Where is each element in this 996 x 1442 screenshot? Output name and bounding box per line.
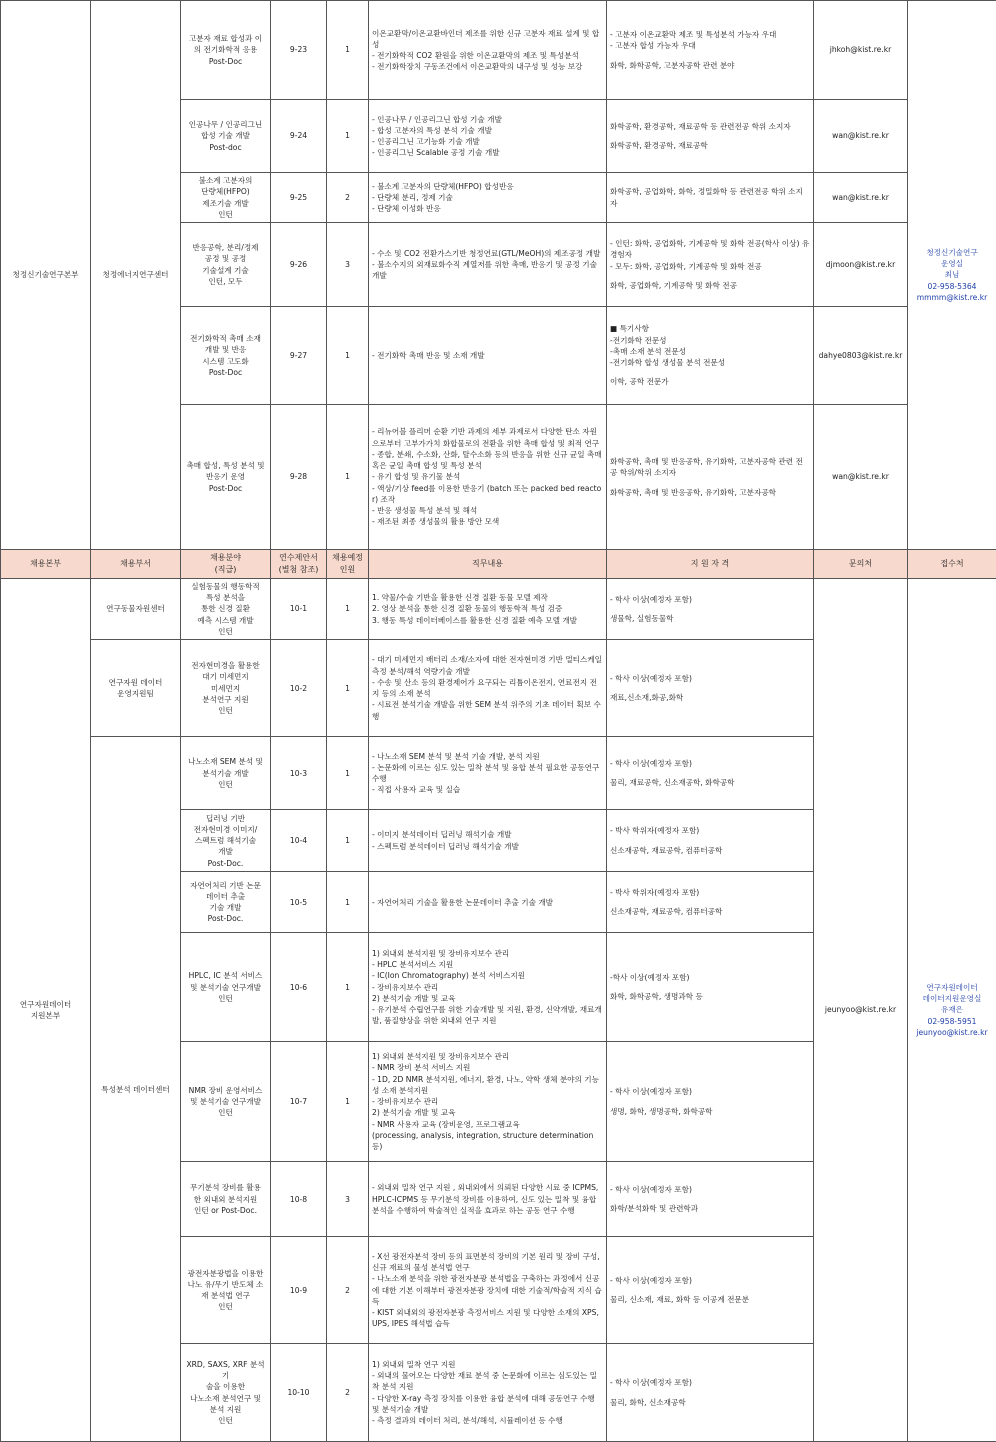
qualifications: 화학공학, 촉매 및 반응공학, 유기화학, 고분자공학 관련 전공 학위/학위 소지자 화학공학, 촉매 및 반응공학, 유기화학, 고분자공학	[607, 405, 814, 550]
inquiry-email[interactable]: dahye0803@kist.re.kr	[814, 307, 908, 405]
position-code: 9-27	[271, 307, 327, 405]
inquiry-email[interactable]: jeunyoo@kist.re.kr	[814, 579, 908, 1442]
position-title: 전자현미경을 활용한 대기 미세먼지 미세먼지 분석연구 지원 인턴	[181, 640, 271, 737]
headcount: 1	[327, 872, 369, 933]
header-duties: 직무내용	[369, 550, 607, 579]
position-code: 9-24	[271, 100, 327, 173]
headcount: 1	[327, 405, 369, 550]
job-duties: 1) 외내외 분석지원 및 장비유지보수 관리 - NMR 장비 분석 서비스 지원 - 1D, 2D NMR 분석지원, 에너지, 환경, 나노, 약학 생체 분야의 기능성 소재 분석지원 - 장비유지보수 관리 2) 분석기술 개발 및 교육 - NMR 사용자 교육 (장비운영, 프로그램교육 (processing, analysis, integration, structure determination 등)	[369, 1042, 607, 1162]
position-title: NMR 장비 운영서비스 및 분석기술 연구개발 인턴	[181, 1042, 271, 1162]
inquiry-email[interactable]: wan@kist.re.kr	[814, 173, 908, 223]
headcount: 2	[327, 1237, 369, 1344]
job-duties: 1) 외내외 밀착 연구 지원 - 외내의 물어오는 다양한 재료 분석 중 논문화에 이르는 심도있는 밀착 분석 지원 - 다양한 X-ray 측정 장치를 이용한 융합 분석에 대해 공동연구 수행 및 분석기술 개발 - 측정 결과의 데이터 처리, 분석/해석, 시뮬레이션 등 수행	[369, 1344, 607, 1442]
headcount: 1	[327, 933, 369, 1042]
position-code: 9-25	[271, 173, 327, 223]
header-team: 채용부서	[91, 550, 181, 579]
headcount: 3	[327, 223, 369, 307]
department-cell: 연구자원데이터 지원본부	[1, 579, 91, 1442]
header-headcount	[327, 550, 369, 579]
position-code: 10-6	[271, 933, 327, 1042]
qualifications: - 학사 이상(예정자 포함) 재료,신소재,화공,화학	[607, 640, 814, 737]
job-duties: 1) 외내외 분석지원 및 장비유지보수 관리 - HPLC 분석서비스 지원 - IC(Ion Chromatography) 분석 서비스지원 - 장비유지보수 관리 2) 분석기술 개발 및 교육 - 유기분석 수립연구를 위한 기술개발 및 지원, 환경, 신약개발, 재료개발, 품질향상을 위한 외내외 연구 지원	[369, 933, 607, 1042]
qualifications: - 고분자 이온교환막 제조 및 특성분석 가능자 우대 - 고분자 합성 가능자 우대 화학, 화학공학, 고분자공학 관련 분야	[607, 1, 814, 100]
headcount: 2	[327, 173, 369, 223]
position-code: 10-5	[271, 872, 327, 933]
table-header-row	[1, 550, 996, 579]
qualifications: -학사 이상(예정자 포함) 화학, 화학공학, 생명과학 등	[607, 933, 814, 1042]
header-text: 채용예정	[332, 553, 363, 563]
header-position	[181, 550, 271, 579]
position-title: 불소계 고분자의 단량체(HFPO) 제조기술 개발 인턴	[181, 173, 271, 223]
headcount: 1	[327, 810, 369, 872]
position-code: 10-2	[271, 640, 327, 737]
qualifications: - 박사 학위자(예정자 포함) 신소재공학, 재료공학, 컴퓨터공학	[607, 872, 814, 933]
reception-contact: 청정신기술연구 운영실 최님 02-958-5364 mmmm@kist.re.kr	[908, 1, 996, 550]
header-reception: 접수처	[908, 550, 996, 579]
header-text: 연수제안서	[279, 553, 318, 563]
department-cell: 청정신기술연구본부	[1, 1, 91, 550]
job-duties: - 대기 미세먼지 배터리 소재/소자에 대한 전자현미경 기반 멀티스케일 측정 분석/해석 역량기술 개발 - 수송 및 산소 등의 환경제어가 요구되는 리튬이온전지, 연료전지 전지 등의 소재 분석 - 시료전 분석기술 개발을 위한 SEM 분석 위주의 기초 데이터 획보 수행	[369, 640, 607, 737]
position-title: 자연어처리 기반 논문 데이터 추출 기술 개발 Post-Doc.	[181, 872, 271, 933]
reception-contact: 연구자원데이터 데이터지원운영실 유재은 02-958-5951 jeunyoo@kist.re.kr	[908, 579, 996, 1442]
position-code: 10-7	[271, 1042, 327, 1162]
position-title: 실험동물의 행동학적 특성 분석을 통한 신경 질환 예측 시스템 개발 인턴	[181, 579, 271, 640]
table-row	[1, 1, 996, 100]
headcount: 1	[327, 100, 369, 173]
headcount: 1	[327, 1, 369, 100]
headcount: 1	[327, 307, 369, 405]
position-title: 전기화학적 촉매 소재 개발 및 반응 시스템 고도화 Post-Doc	[181, 307, 271, 405]
header-department: 채용본부	[1, 550, 91, 579]
position-code: 10-10	[271, 1344, 327, 1442]
center-cell: 연구자원 데이터 운영지원팀	[91, 640, 181, 737]
position-title: 무기분석 장비를 활용 한 외내외 분석지원 인턴 or Post-Doc.	[181, 1162, 271, 1237]
job-duties: - 전기화학 촉매 반응 및 소재 개발	[369, 307, 607, 405]
center-cell: 연구동물자원센터	[91, 579, 181, 640]
headcount: 1	[327, 1042, 369, 1162]
qualifications: - 학사 이상(예정자 포함) 생명, 화학, 생명공학, 화학공학	[607, 1042, 814, 1162]
qualifications: 화학공학, 환경공학, 재료공학 등 관련전공 학위 소지자 화학공학, 환경공학, 재료공학	[607, 100, 814, 173]
headcount: 1	[327, 640, 369, 737]
headcount: 2	[327, 1344, 369, 1442]
qualifications: ■ 특기사항 -전기화학 전문성 -촉매 소재 분석 전문성 -전기화학 합성 생성물 분석 전문성 이학, 공학 전문가	[607, 307, 814, 405]
position-title: 촉매 합성, 특성 분석 및 반응기 운영 Post-Doc	[181, 405, 271, 550]
job-duties: - 수소 및 CO2 전환가스기반 청정연료(GTL/MeOH)의 제조공정 개발 - 불소수지의 외재료화수직 계열저를 위한 촉매, 반응기 및 공정 기술 개발	[369, 223, 607, 307]
position-code: 10-4	[271, 810, 327, 872]
header-inquiry: 문의처	[814, 550, 908, 579]
header-text: (직급)	[214, 565, 237, 574]
table-row	[1, 579, 996, 640]
qualifications: - 학사 이상(예정자 포함) 물리, 화학, 신소재공학	[607, 1344, 814, 1442]
inquiry-email[interactable]: jhkoh@kist.re.kr	[814, 1, 908, 100]
qualifications: 화학공학, 공업화학, 화학, 정밀화학 등 관련전공 학위 소지자	[607, 173, 814, 223]
job-duties: - 리뉴어블 플리머 순환 기반 과제의 세부 과제로서 다양한 탄소 자원으로부터 고부가가치 화합물로의 전환을 위한 촉매 합성 및 최적 연구 - 종합, 분쇄, 수소화, 산화, 탈수소화 등의 반응을 위한 신규 균일 촉매 혹은 균일 촉매 합성 및 특성 분석 - 유기 합성 및 유기물 분석 - 액상/기상 feed를 이용한 반응기 (batch 또는 packed bed reactor) 조작 - 반응 생성물 특성 분석 및 해석 - 재조된 최종 생성물의 활용 방안 모색	[369, 405, 607, 550]
inquiry-email[interactable]: djmoon@kist.re.kr	[814, 223, 908, 307]
position-title: 나노소재 SEM 분석 및 분석기술 개발 인턴	[181, 737, 271, 810]
qualifications: - 학사 이상(예정자 포함) 생물학, 실험동물학	[607, 579, 814, 640]
job-duties: - 나노소재 SEM 분석 및 분석 기술 개발, 분석 지원 - 논문화에 이르는 심도 있는 밀착 분석 및 융합 분석 필요한 공동연구 수행 - 직접 사용자 교육 및 실습	[369, 737, 607, 810]
inquiry-email[interactable]: wan@kist.re.kr	[814, 405, 908, 550]
job-duties: 이온교환막/이온교환바인더 제조를 위한 신규 고분자 재료 설계 및 합성 - 전기화학적 CO2 환원을 위한 이온교환막의 제조 및 특성분석 - 전기화학장치 구동조건에서 이온교환막의 내구성 및 성능 보강	[369, 1, 607, 100]
headcount: 1	[327, 737, 369, 810]
header-text: 인원	[339, 565, 356, 574]
position-code: 10-8	[271, 1162, 327, 1237]
position-code: 10-9	[271, 1237, 327, 1344]
header-proposal	[271, 550, 327, 579]
qualifications: - 학사 이상(예정자 포함) 물리, 신소재, 재료, 화학 등 이공계 전문분	[607, 1237, 814, 1344]
job-duties: - 이미지 분석데이터 딥러닝 해석기술 개발 - 스펙트럼 분석데이터 딥러닝 해석기술 개발	[369, 810, 607, 872]
position-title: 딥러닝 기반 전자현미경 이미지/ 스펙트럼 해석기술 개발 Post-Doc.	[181, 810, 271, 872]
position-title: 광전자분광법을 이용한 나노 유/무기 반도체 소 재 분석법 연구 인턴	[181, 1237, 271, 1344]
job-duties: 1. 약물/수술 기반을 활용한 신경 질환 동물 모델 제작 2. 영상 분석을 통한 신경 질환 동물의 행동학적 특성 검증 3. 행동 특성 데이터베이스를 활용한 신경 질환 예측 모델 개발	[369, 579, 607, 640]
job-duties: - 자연어처리 기술을 활용한 논문데이터 추출 기술 개발	[369, 872, 607, 933]
position-title: 인공나무 / 인공리그닌 합성 기술 개발 Post-doc	[181, 100, 271, 173]
qualifications: - 학사 이상(예정자 포함) 물리, 재료공학, 신소재공학, 화학공학	[607, 737, 814, 810]
qualifications: - 박사 학위자(예정자 포함) 신소재공학, 재료공학, 컴퓨터공학	[607, 810, 814, 872]
position-code: 9-28	[271, 405, 327, 550]
qualifications: - 인턴: 화학, 공업화학, 기계공학 및 화학 전공(학사 이상) 유경험자 - 모두: 화학, 공업화학, 기계공학 및 화학 전공 화학, 공업화학, 기계공학 및 화학 전공	[607, 223, 814, 307]
qualifications: - 학사 이상(예정자 포함) 화학/분석화학 및 관련학과	[607, 1162, 814, 1237]
headcount: 1	[327, 579, 369, 640]
position-title: 반응공학, 분리/정제 공정 및 공정 기술설계 기술 인턴, 모두	[181, 223, 271, 307]
job-duties: - 불소계 고분자의 단량체(HFPO) 합성반응 - 단량체 분리, 정제 기술 - 단량체 이성화 반응	[369, 173, 607, 223]
position-code: 9-23	[271, 1, 327, 100]
position-code: 10-1	[271, 579, 327, 640]
job-duties: - 인공나무 / 인공리그닌 합성 기술 개발 - 합성 고분자의 특성 분석 기술 개발 - 인공리그닌 고기능화 기술 개발 - 인공리그닌 Scalable 공정 기술 개발	[369, 100, 607, 173]
position-code: 10-3	[271, 737, 327, 810]
position-code: 9-26	[271, 223, 327, 307]
header-text: (별첨 참조)	[278, 565, 319, 574]
position-title: XRD, SAXS, XRF 분석기 술을 이용한 나노소재 분석연구 및 분석 지원 인턴	[181, 1344, 271, 1442]
center-cell: 청정에너지연구센터	[91, 1, 181, 550]
position-title: 고분자 재료 합성과 이 의 전기화학적 응용 Post-Doc	[181, 1, 271, 100]
center-cell: 특성분석 데이터센터	[91, 737, 181, 1442]
header-qualifications: 지 원 자 격	[607, 550, 814, 579]
inquiry-email[interactable]: wan@kist.re.kr	[814, 100, 908, 173]
position-title: HPLC, IC 분석 서비스 및 분석기술 연구개발 인턴	[181, 933, 271, 1042]
header-text: 채용분야	[210, 553, 241, 563]
job-duties: - X선 광전자분석 장비 등의 표면분석 장비의 기본 원리 및 장비 구성, 신규 재료의 물성 분석법 연구 - 나노소재 분석을 위한 광전자분광 분석법을 구축하는 과정에서 신공에 대한 기본 이해부터 광전자분광 장치에 대한 기술적/학술적 지식 습득 - KIST 외내외의 광전자분광 측정서비스 지원 및 다양한 소재의 XPS, UPS, IPES 해석법 습득	[369, 1237, 607, 1344]
job-duties: - 외내외 밀착 연구 지원 , 외내외에서 의뢰된 다양한 시료 중 ICPMS, HPLC-ICPMS 등 무기분석 장비를 이용하여, 신도 있는 밀착 및 융합 분석을 수행하여 학술적인 실적을 효과로 하는 공동 연구 수행	[369, 1162, 607, 1237]
headcount: 3	[327, 1162, 369, 1237]
